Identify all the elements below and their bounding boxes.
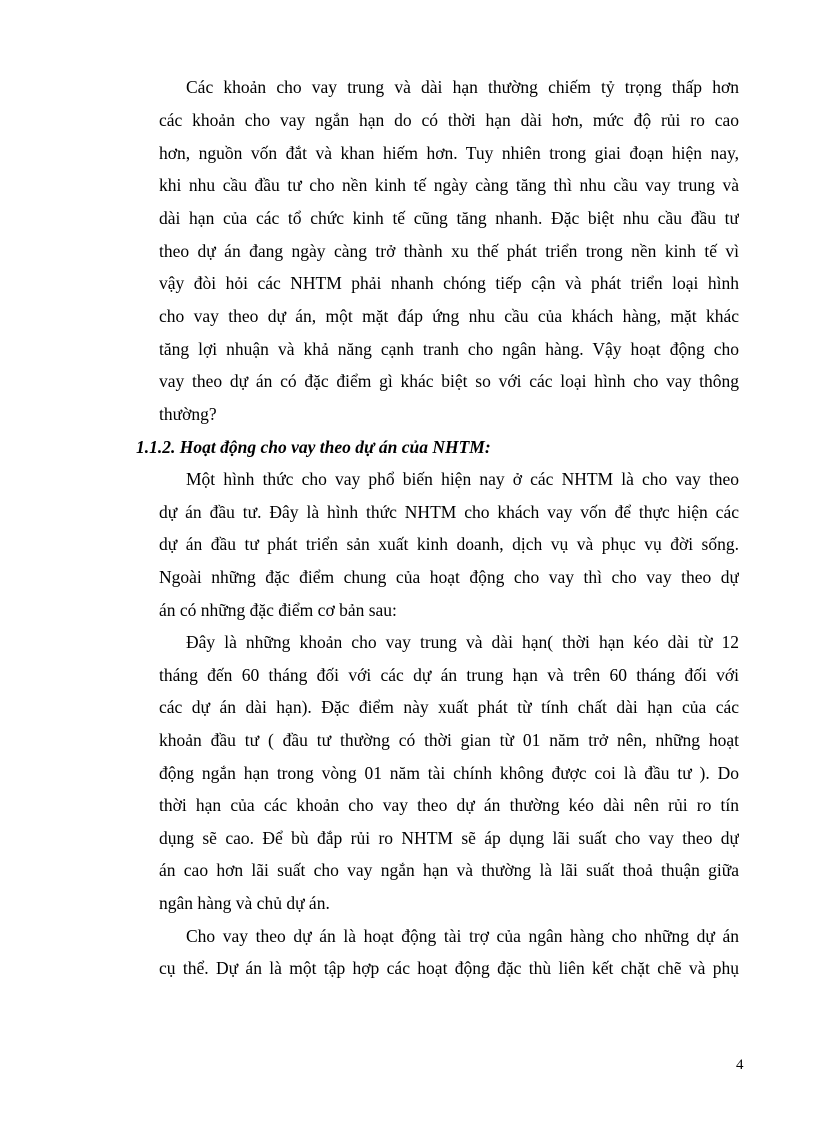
paragraph-1-line: tăng lợi nhuận và khả năng cạnh tranh cho ngân hàng. Vậy hoạt động cho <box>159 339 739 359</box>
paragraph-1-line: dài hạn của các tổ chức kinh tế cũng tăng nhanh. Đặc biệt nhu cầu đầu tư <box>159 208 739 228</box>
paragraph-1-line: khi nhu cầu đầu tư cho nền kinh tế ngày càng tăng thì nhu cầu vay trung và <box>159 175 739 195</box>
paragraph-3-line: động ngắn hạn trong vòng 01 năm tài chính không được coi là đầu tư ). Do <box>159 763 739 783</box>
paragraph-1-line: cho vay theo dự án, một mặt đáp ứng nhu cầu của khách hàng, mặt khác <box>159 306 739 326</box>
paragraph-4-line: cụ thể. Dự án là một tập hợp các hoạt động đặc thù liên kết chặt chẽ và phụ <box>159 958 739 978</box>
paragraph-4-line: Cho vay theo dự án là hoạt động tài trợ của ngân hàng cho những dự án <box>186 926 739 946</box>
paragraph-2-line: dự án đầu tư. Đây là hình thức NHTM cho khách vay vốn để thực hiện các <box>159 502 739 522</box>
paragraph-1-line: theo dự án đang ngày càng trở thành xu thế phát triển trong nền kinh tế vì <box>159 241 739 261</box>
paragraph-3-line: án cao hơn lãi suất cho vay ngắn hạn và thường là lãi suất thoả thuận giữa <box>159 860 739 880</box>
page-number: 4 <box>736 1057 744 1073</box>
paragraph-3-line: tháng đến 60 tháng đối với các dự án trung hạn và trên 60 tháng đối với <box>159 665 739 685</box>
paragraph-1-line: vay theo dự án có đặc điểm gì khác biệt so với các loại hình cho vay thông <box>159 371 739 391</box>
paragraph-1-line: các khoản cho vay ngắn hạn do có thời hạn dài hơn, mức độ rủi ro cao <box>159 110 739 130</box>
paragraph-1-line: thường? <box>159 404 217 424</box>
paragraph-2-line: án có những đặc điểm cơ bản sau: <box>159 600 397 620</box>
paragraph-3-line: Đây là những khoản cho vay trung và dài hạn( thời hạn kéo dài từ 12 <box>186 632 739 652</box>
section-heading: 1.1.2. Hoạt động cho vay theo dự án của NHTM: <box>136 437 491 457</box>
paragraph-1-line: hơn, nguồn vốn đắt và khan hiếm hơn. Tuy nhiên trong giai đoạn hiện nay, <box>159 143 739 163</box>
paragraph-1-line: Các khoản cho vay trung và dài hạn thường chiếm tỷ trọng thấp hơn <box>186 77 739 97</box>
paragraph-2-line: dự án đầu tư phát triển sản xuất kinh doanh, dịch vụ và phục vụ đời sống. <box>159 534 739 554</box>
paragraph-2-line: Ngoài những đặc điểm chung của hoạt động cho vay thì cho vay theo dự <box>159 567 739 587</box>
paragraph-3-line: thời hạn của các khoản cho vay theo dự án thường kéo dài nên rủi ro tín <box>159 795 739 815</box>
paragraph-1-line: vậy đòi hỏi các NHTM phải nhanh chóng tiếp cận và phát triển loại hình <box>159 273 739 293</box>
paragraph-3-line: các dự án dài hạn). Đặc điểm này xuất phát từ tính chất dài hạn của các <box>159 697 739 717</box>
paragraph-2-line: Một hình thức cho vay phổ biến hiện nay ở các NHTM là cho vay theo <box>186 469 739 489</box>
paragraph-3-line: dụng sẽ cao. Để bù đắp rủi ro NHTM sẽ áp dụng lãi suất cho vay theo dự <box>159 828 739 848</box>
paragraph-3-line: ngân hàng và chủ dự án. <box>159 893 330 913</box>
paragraph-3-line: khoản đầu tư ( đầu tư thường có thời gian từ 01 năm trở nên, những hoạt <box>159 730 739 750</box>
